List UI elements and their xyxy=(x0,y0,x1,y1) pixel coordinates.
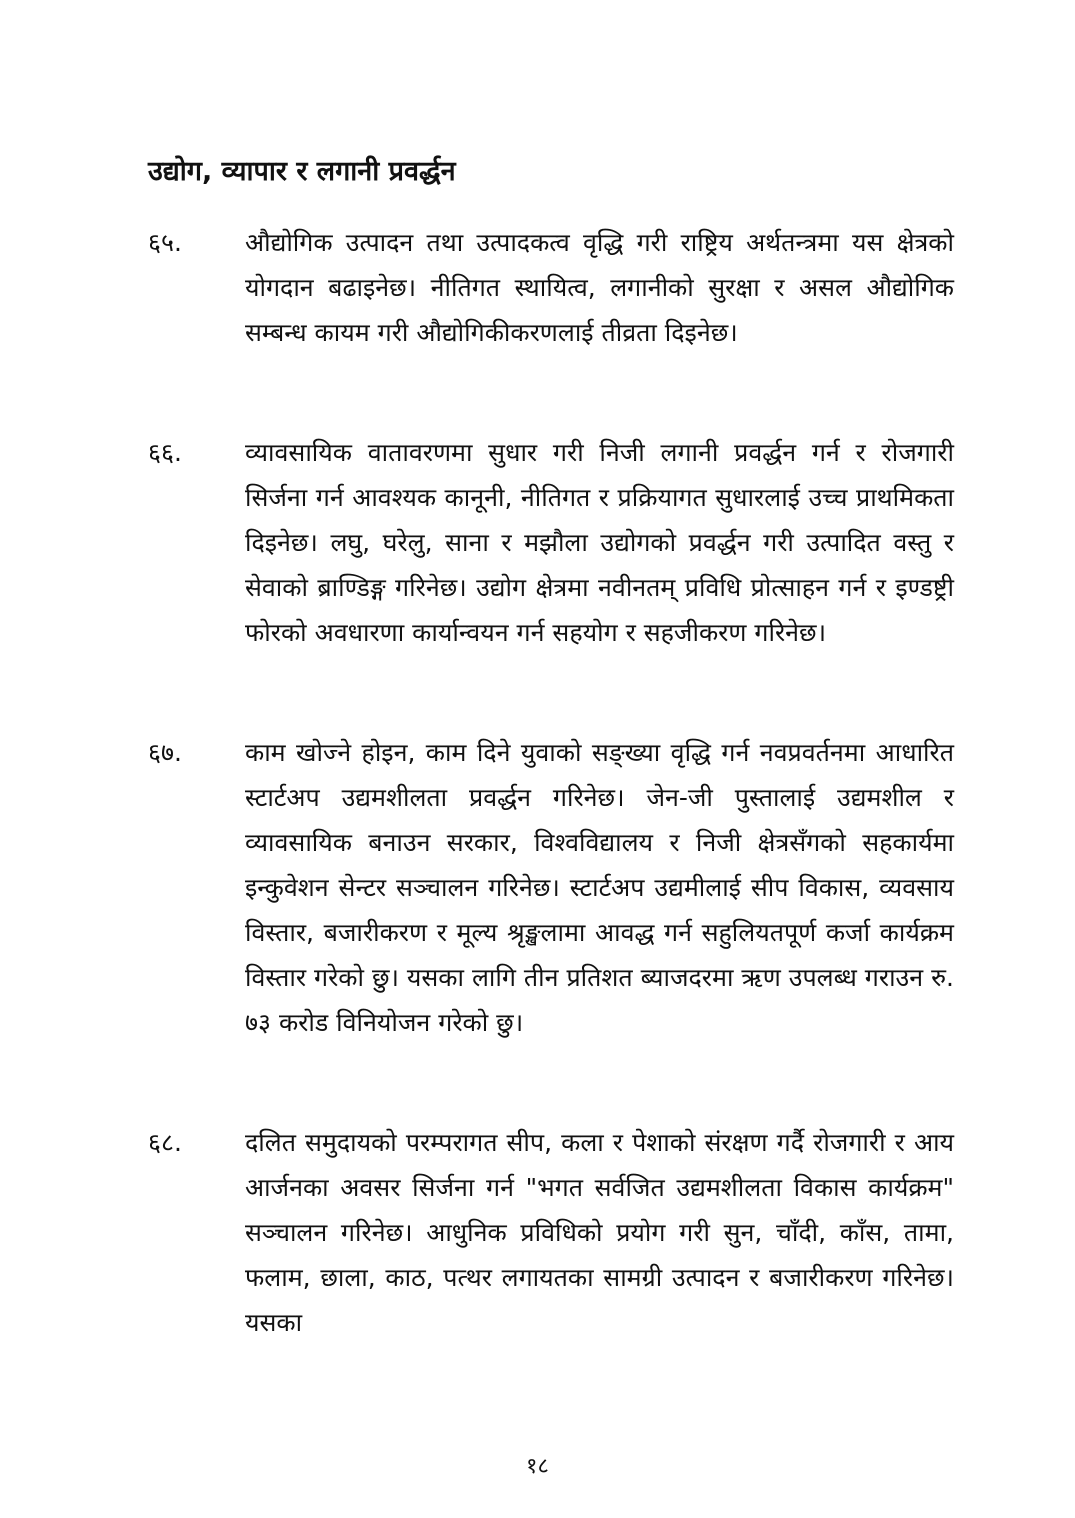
paragraph-text: दलित समुदायको परम्परागत सीप, कला र पेशाको संरक्षण गर्दै रोजगारी र आय आर्जनका अवसर सिर्जना गर्न "भगत सर्वजित उद्यमशीलता विकास कार्यक्रम" सञ्चालन गरिनेछ। आधुनिक प्रविधिको प्रयोग गरी सुन, चाँदी, काँस, तामा, फलाम, छाला, काठ, पत्थर लगायतका सामग्री उत्पादन र बजारीकरण गरिनेछ। यसका xyxy=(245,1128,954,1337)
paragraph-number: ६५. xyxy=(148,228,182,257)
paragraph-65 xyxy=(148,220,954,355)
section-heading: उद्योग, व्यापार र लगानी प्रवर्द्धन xyxy=(148,156,456,187)
paragraph-text: औद्योगिक उत्पादन तथा उत्पादकत्व वृद्धि गरी राष्ट्रिय अर्थतन्त्रमा यस क्षेत्रको योगदान बढाइनेछ। नीतिगत स्थायित्व, लगानीको सुरक्षा र असल औद्योगिक सम्बन्ध कायम गरी औद्योगिकीकरणलाई तीव्रता दिइनेछ। xyxy=(245,228,954,347)
page-number: १८ xyxy=(526,1454,549,1479)
paragraph-number: ६६. xyxy=(148,438,182,467)
paragraph-text: व्यावसायिक वातावरणमा सुधार गरी निजी लगानी प्रवर्द्धन गर्न र रोजगारी सिर्जना गर्न आवश्यक कानूनी, नीतिगत र प्रक्रियागत सुधारलाई उच्च प्राथमिकता दिइनेछ। लघु, घरेलु, साना र मझौला उद्योगको प्रवर्द्धन गरी उत्पादित वस्तु र सेवाको ब्राण्डिङ्ग गरिनेछ। उद्योग क्षेत्रमा नवीनतम् प्रविधि प्रोत्साहन गर्न र इण्डष्ट्री फोरको अवधारणा कार्यान्वयन गर्न सहयोग र सहजीकरण गरिनेछ। xyxy=(245,438,954,647)
paragraph-67 xyxy=(148,730,954,1045)
paragraph-66 xyxy=(148,430,954,655)
paragraph-number: ६७. xyxy=(148,738,182,767)
paragraph-text: काम खोज्ने होइन, काम दिने युवाको सङ्ख्या वृद्धि गर्न नवप्रवर्तनमा आधारित स्टार्टअप उद्यमशीलता प्रवर्द्धन गरिनेछ। जेन-जी पुस्तालाई उद्यमशील र व्यावसायिक बनाउन सरकार, विश्वविद्यालय र निजी क्षेत्रसँगको सहकार्यमा इन्कुवेशन सेन्टर सञ्चालन गरिनेछ। स्टार्टअप उद्यमीलाई सीप विकास, व्यवसाय विस्तार, बजारीकरण र मूल्य श्रृङ्खलामा आवद्ध गर्न सहुलियतपूर्ण कर्जा कार्यक्रम विस्तार गरेको छु। यसका लागि तीन प्रतिशत ब्याजदरमा ऋण उपलब्ध गराउन रु. ७३ करोड विनियोजन गरेको छु। xyxy=(245,738,954,1037)
paragraph-68 xyxy=(148,1120,954,1345)
paragraph-number: ६८. xyxy=(148,1128,182,1157)
